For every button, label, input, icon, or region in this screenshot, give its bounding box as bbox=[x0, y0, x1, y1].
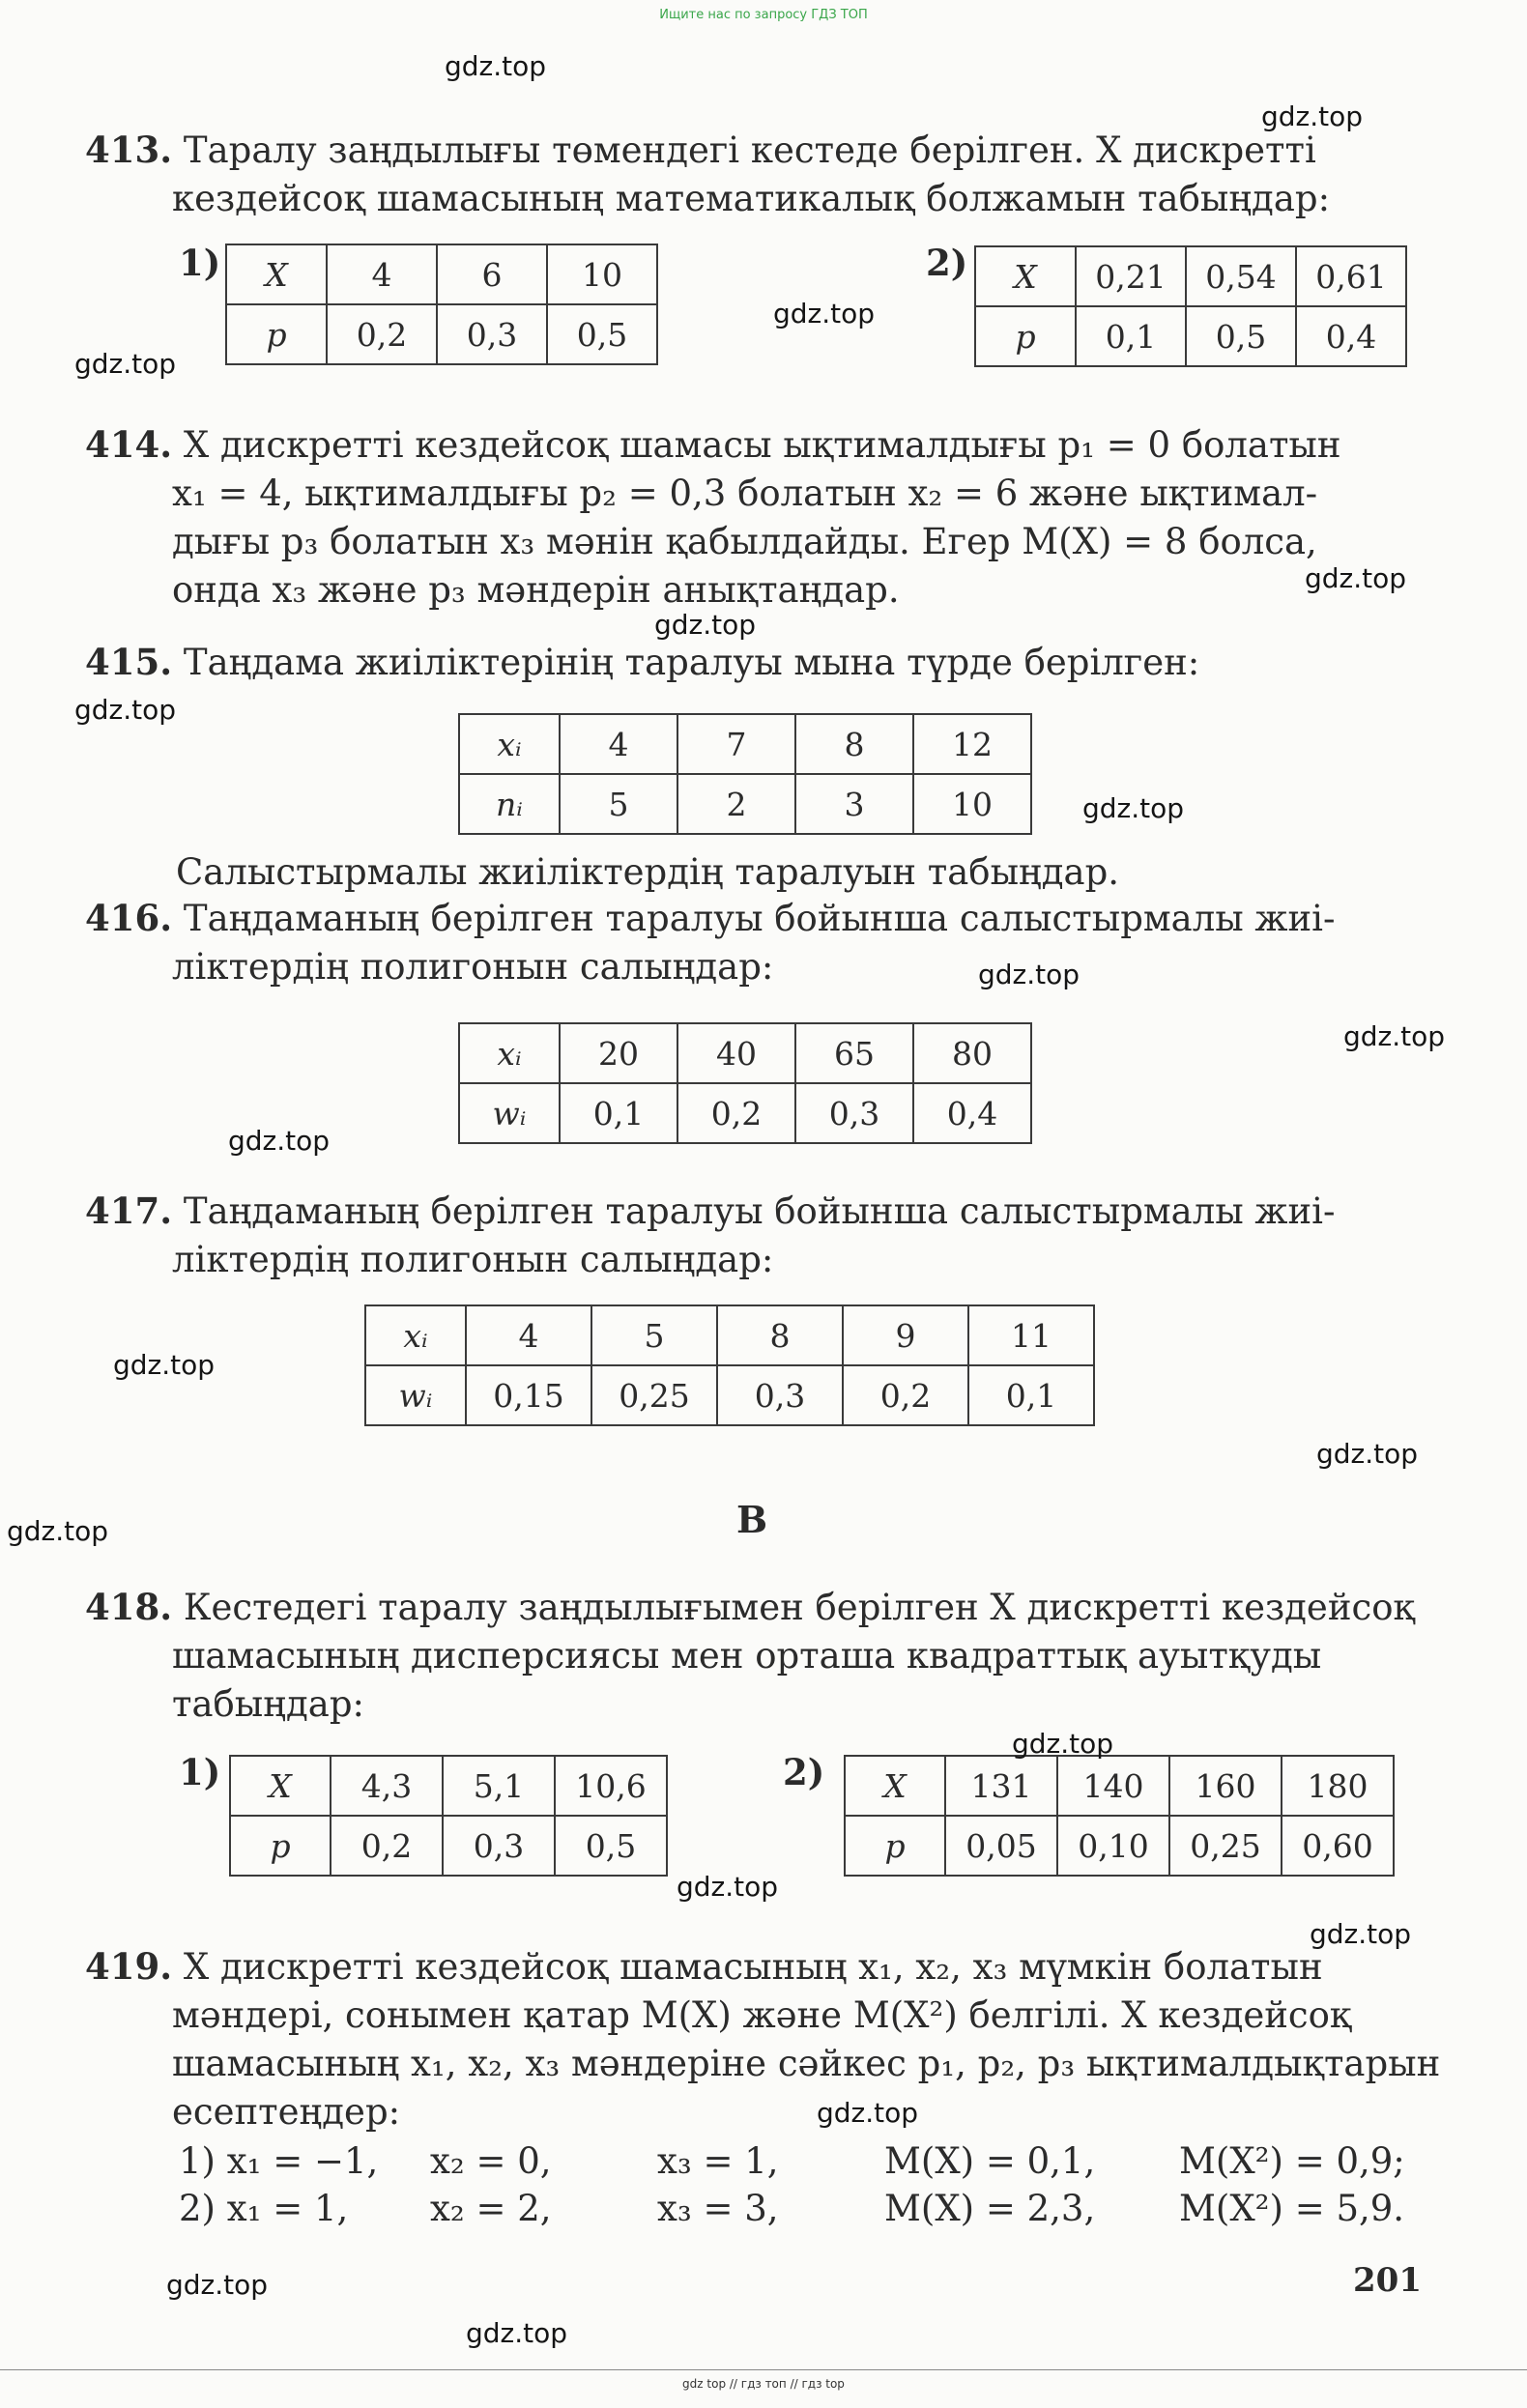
table-cell: xᵢ bbox=[365, 1305, 466, 1365]
relative-frequency-table bbox=[458, 1022, 1032, 1144]
table-cell: 5 bbox=[591, 1305, 717, 1365]
problem-text-line: табыңдар: bbox=[172, 1683, 364, 1725]
problem-number: 417. bbox=[85, 1190, 173, 1232]
table-cell: 8 bbox=[717, 1305, 843, 1365]
table-cell: 4 bbox=[327, 244, 437, 304]
table-cell: X bbox=[230, 1756, 331, 1816]
table-cell: p bbox=[975, 306, 1076, 366]
table-cell: 20 bbox=[560, 1023, 677, 1083]
table-cell: 4 bbox=[466, 1305, 591, 1365]
problem-text-line: Таралу заңдылығы төмендегі кестеде берілген. X дискретті bbox=[183, 129, 1316, 171]
frequency-table bbox=[458, 713, 1032, 835]
table-label: 1) bbox=[179, 242, 221, 284]
problem-number: 414. bbox=[85, 423, 173, 466]
table-cell: 7 bbox=[677, 714, 795, 774]
distribution-table bbox=[974, 245, 1407, 367]
table-cell: 0,2 bbox=[331, 1816, 443, 1876]
table-label: 2) bbox=[926, 242, 968, 284]
table-cell: 0,15 bbox=[466, 1365, 591, 1425]
table-cell: 4 bbox=[560, 714, 677, 774]
watermark: gdz.top bbox=[1261, 100, 1364, 132]
table-cell: 0,10 bbox=[1057, 1816, 1169, 1876]
watermark: gdz.top bbox=[7, 1515, 109, 1547]
problem-text-line: Салыстырмалы жиіліктердің таралуын табыңдар. bbox=[176, 851, 1120, 893]
table-cell: 11 bbox=[968, 1305, 1094, 1365]
problem-text-line: дығы p₃ болатын x₃ мәнін қабылдайды. Егер M(X) = 8 болса, bbox=[172, 521, 1317, 562]
table-cell: 0,3 bbox=[717, 1365, 843, 1425]
problem-414 bbox=[85, 420, 1417, 615]
math-value: x₂ = 2, bbox=[430, 2188, 552, 2229]
table-cell: 0,4 bbox=[1296, 306, 1406, 366]
math-value: 1) x₁ = −1, bbox=[179, 2140, 379, 2182]
table-cell: 0,1 bbox=[560, 1083, 677, 1143]
problem-416 bbox=[85, 894, 1417, 991]
problem-text-line: X дискретті кездейсоқ шамасының x₁, x₂, x₃ мүмкін болатын bbox=[183, 1946, 1323, 1988]
problem-418 bbox=[85, 1583, 1417, 1729]
header-note: Ищите нас по запросу ГДЗ ТОП bbox=[659, 8, 868, 22]
table-cell: 80 bbox=[913, 1023, 1031, 1083]
problem-number: 413. bbox=[85, 129, 173, 171]
problem-text-line: Таңдаманың берілген таралуы бойынша салыстырмалы жиі- bbox=[183, 1190, 1336, 1232]
table-cell: 0,5 bbox=[555, 1816, 667, 1876]
table-cell: 0,3 bbox=[437, 304, 547, 364]
table-cell: 0,60 bbox=[1282, 1816, 1394, 1876]
table-cell: 0,25 bbox=[1169, 1816, 1282, 1876]
table-cell: nᵢ bbox=[459, 774, 560, 834]
problem-text-line: X дискретті кездейсоқ шамасы ықтималдығы p₁ = 0 болатын bbox=[183, 424, 1341, 466]
watermark: gdz.top bbox=[74, 694, 177, 726]
problem-number: 416. bbox=[85, 897, 173, 939]
table-cell: 0,05 bbox=[945, 1816, 1057, 1876]
problem-text-line: онда x₃ және p₃ мәндерін анықтаңдар. bbox=[172, 569, 900, 611]
math-value: x₂ = 0, bbox=[430, 2140, 552, 2182]
table-cell: 4,3 bbox=[331, 1756, 443, 1816]
table-cell: p bbox=[226, 304, 327, 364]
table-cell: 0,54 bbox=[1186, 246, 1296, 306]
footer-note: gdz top // гдз топ // гдз top bbox=[682, 2377, 845, 2391]
table-cell: 5 bbox=[560, 774, 677, 834]
math-value: x₃ = 3, bbox=[657, 2188, 779, 2229]
table-cell: 0,2 bbox=[843, 1365, 968, 1425]
table-cell: 0,21 bbox=[1076, 246, 1186, 306]
distribution-table bbox=[229, 1755, 668, 1877]
math-value: M(X²) = 5,9. bbox=[1179, 2188, 1405, 2229]
table-cell: 0,61 bbox=[1296, 246, 1406, 306]
problem-text-line: Таңдаманың берілген таралуы бойынша салыстырмалы жиі- bbox=[183, 898, 1336, 939]
problem-text-line: Кестедегі таралу заңдылығымен берілген X дискретті кездейсоқ bbox=[183, 1587, 1415, 1628]
section-label: B bbox=[736, 1498, 768, 1541]
problem-text-line: мәндері, сонымен қатар M(X) және M(X²) белгілі. X кездейсоқ bbox=[172, 1994, 1352, 2036]
watermark: gdz.top bbox=[445, 50, 547, 82]
table-label: 1) bbox=[179, 1751, 221, 1793]
table-cell: xᵢ bbox=[459, 714, 560, 774]
table-cell: X bbox=[975, 246, 1076, 306]
table-cell: wᵢ bbox=[365, 1365, 466, 1425]
table-cell: 0,5 bbox=[1186, 306, 1296, 366]
table-cell: 0,1 bbox=[968, 1365, 1094, 1425]
problem-413 bbox=[85, 126, 1417, 223]
table-cell: wᵢ bbox=[459, 1083, 560, 1143]
table-cell: 9 bbox=[843, 1305, 968, 1365]
table-cell: 131 bbox=[945, 1756, 1057, 1816]
table-cell: 2 bbox=[677, 774, 795, 834]
watermark: gdz.top bbox=[166, 2269, 269, 2301]
watermark: gdz.top bbox=[773, 298, 876, 330]
distribution-table bbox=[844, 1755, 1395, 1877]
table-cell: p bbox=[230, 1816, 331, 1876]
table-cell: 5,1 bbox=[443, 1756, 555, 1816]
problem-text-line: ліктердің полигонын салыңдар: bbox=[172, 1239, 774, 1280]
problem-419 bbox=[85, 1942, 1441, 2136]
problem-text-line: шамасының x₁, x₂, x₃ мәндеріне сәйкес p₁, p₂, p₃ ықтималдықтарын bbox=[172, 2043, 1441, 2084]
watermark: gdz.top bbox=[817, 2097, 919, 2129]
page-number: 201 bbox=[1353, 2261, 1422, 2300]
math-value: M(X) = 2,3, bbox=[884, 2188, 1096, 2229]
problem-text-line: кездейсоқ шамасының математикалық болжамын табыңдар: bbox=[172, 178, 1331, 219]
problem-text-line: x₁ = 4, ықтималдығы p₂ = 0,3 болатын x₂ = 6 және ықтимал- bbox=[172, 473, 1318, 514]
problem-text-line: есептеңдер: bbox=[172, 2091, 401, 2133]
table-cell: 10 bbox=[913, 774, 1031, 834]
table-cell: 180 bbox=[1282, 1756, 1394, 1816]
problem-number: 418. bbox=[85, 1586, 173, 1628]
problem-number: 415. bbox=[85, 641, 173, 683]
table-cell: 0,3 bbox=[795, 1083, 913, 1143]
watermark: gdz.top bbox=[654, 609, 757, 641]
table-cell: 12 bbox=[913, 714, 1031, 774]
table-cell: 40 bbox=[677, 1023, 795, 1083]
watermark: gdz.top bbox=[113, 1349, 216, 1381]
table-cell: p bbox=[845, 1816, 945, 1876]
table-cell: xᵢ bbox=[459, 1023, 560, 1083]
problem-number: 419. bbox=[85, 1945, 173, 1988]
table-cell: 0,25 bbox=[591, 1365, 717, 1425]
table-label: 2) bbox=[783, 1751, 825, 1793]
table-cell: 3 bbox=[795, 774, 913, 834]
watermark: gdz.top bbox=[466, 2317, 568, 2349]
watermark: gdz.top bbox=[74, 348, 177, 380]
watermark: gdz.top bbox=[228, 1125, 331, 1157]
watermark: gdz.top bbox=[1310, 1918, 1412, 1950]
table-cell: 140 bbox=[1057, 1756, 1169, 1816]
table-cell: X bbox=[845, 1756, 945, 1816]
watermark: gdz.top bbox=[1082, 792, 1185, 824]
problem-text-line: Таңдама жиіліктерінің таралуы мына түрде берілген: bbox=[183, 642, 1200, 683]
problem-417 bbox=[85, 1187, 1417, 1284]
watermark: gdz.top bbox=[677, 1871, 779, 1903]
distribution-table bbox=[225, 244, 658, 365]
math-value: 2) x₁ = 1, bbox=[179, 2188, 349, 2229]
math-value: M(X²) = 0,9; bbox=[1179, 2140, 1405, 2182]
problem-text-line: ліктердің полигонын салыңдар: bbox=[172, 946, 774, 988]
problem-415 bbox=[85, 638, 1417, 687]
table-cell: 6 bbox=[437, 244, 547, 304]
table-cell: 0,5 bbox=[547, 304, 657, 364]
table-cell: 65 bbox=[795, 1023, 913, 1083]
footer-rule bbox=[0, 2369, 1527, 2370]
watermark: gdz.top bbox=[978, 959, 1080, 990]
table-cell: 0,4 bbox=[913, 1083, 1031, 1143]
table-cell: 0,3 bbox=[443, 1816, 555, 1876]
table-cell: X bbox=[226, 244, 327, 304]
watermark: gdz.top bbox=[1012, 1728, 1114, 1760]
table-cell: 10,6 bbox=[555, 1756, 667, 1816]
problem-text-line: шамасының дисперсиясы мен орташа квадраттық ауытқуды bbox=[172, 1635, 1322, 1677]
math-value: x₃ = 1, bbox=[657, 2140, 779, 2182]
table-cell: 0,2 bbox=[327, 304, 437, 364]
table-cell: 8 bbox=[795, 714, 913, 774]
problem-415-task bbox=[85, 848, 1417, 897]
watermark: gdz.top bbox=[1316, 1438, 1419, 1470]
table-cell: 160 bbox=[1169, 1756, 1282, 1816]
table-cell: 0,2 bbox=[677, 1083, 795, 1143]
table-cell: 10 bbox=[547, 244, 657, 304]
table-cell: 0,1 bbox=[1076, 306, 1186, 366]
math-value: M(X) = 0,1, bbox=[884, 2140, 1096, 2182]
relative-frequency-table bbox=[364, 1304, 1095, 1426]
watermark: gdz.top bbox=[1343, 1020, 1446, 1052]
watermark: gdz.top bbox=[1305, 562, 1407, 594]
